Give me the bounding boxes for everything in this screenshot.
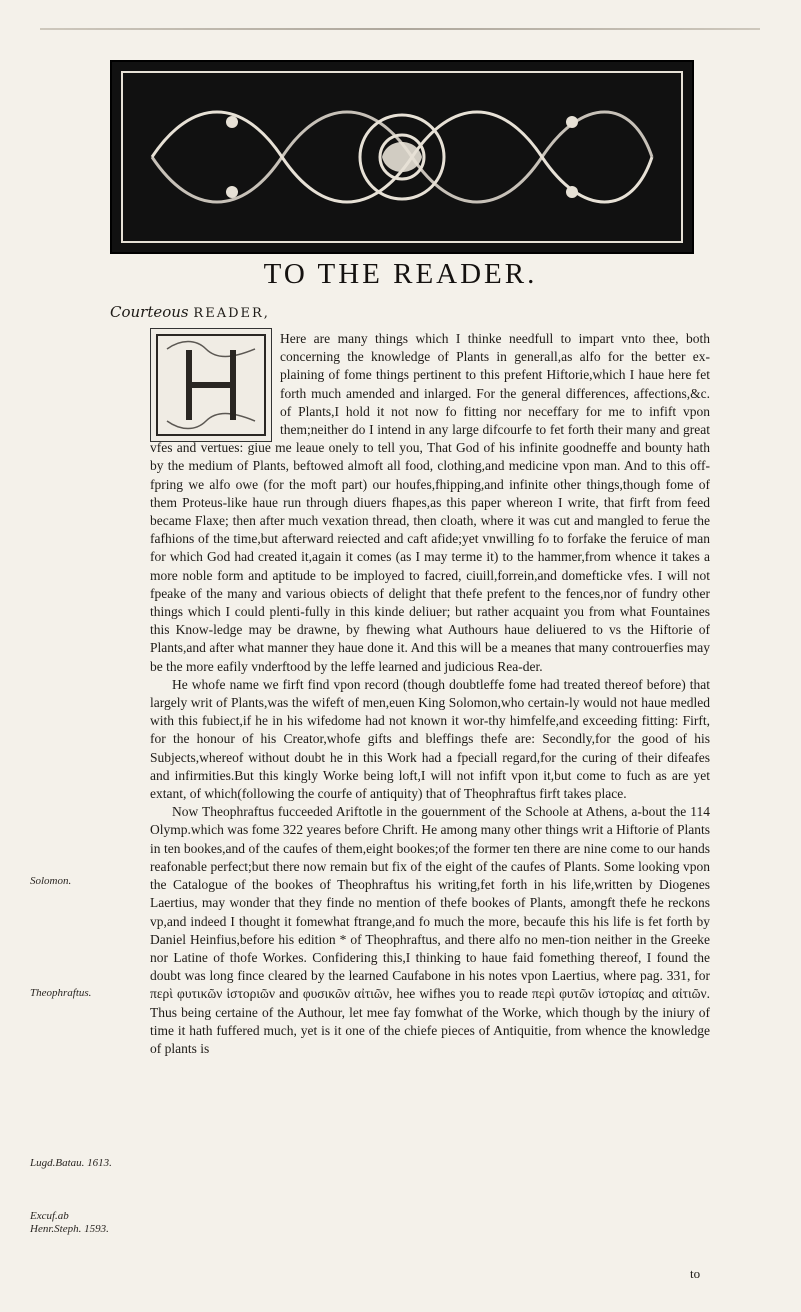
margin-note-theophrastus: Theophraftus. <box>30 987 92 999</box>
paragraph-1: Here are many things which I thinke needfull to impart vnto thee, both concerning the knowledge of Plants in generall,as alfo for the better ex-plaining of fome things pertinent to this prefent Hiftorie,which I haue here fet forth much amended and inlarged. For the general differences, affections,&c. of Plants,I hold it not now fo fitting nor neceffary for me to infift vpon them;neither do I intend in any large difcourfe to fet forth their many and great vfes and vertues: giue me leaue onely to tell you, That God of his infinite goodneffe and bounty hath by the medium of Plants, beftowed almoft all food, clothing,and medicine vpon man. And to this off-fpring we alfo owe (for the moft part) our houfes,fhipping,and infinite other things,though fome of them Proteus-like haue run through diuers fhapes,as this paper whereon I write, that firft from feed became Flaxe; then after much vexation thread, then cloath, where it was cut and mangled to ferue the fafhions of the time,but afterward reiected and caft afide;yet vnwilling fo to forfake the feruice of man for which God had created it,again it comes (as I may terme it) to the hammer,from whence it takes a more noble form and aptitude to be imployed to facred, ciuill,forrein,and domefticke vfes. I will not fpeake of the many and various obiects of delight that thefe prefent to the fences,nor of fundry other things which I could plenti-fully in this kinde deliuer; but rather acquaint you from what Fountaines this Know-ledge may be drawne, by fhewing what Authours haue deliuered to vs the Hiftorie of Plants,and after what manner they haue done it. And this will be a meanes that many controuerfies may be the more eafily vnderftood by the leffe learned and judicious Rea-der. <box>150 331 710 674</box>
ornamental-headpiece <box>110 60 694 254</box>
paragraph-2: He whofe name we firft find vpon record (though doubtleffe fome had treated thereof before) that largely writ of Plants,was the wifeft of men,euen King Solomon,who certain-ly would not haue medled with this fubiect,if he in his wifedome had not known it wor-thy himfelfe,and exceeding fitting: Firft, for the honour of his Creator,whofe gifts and bleffings thefe are: Secondly,for the good of his Subjects,whereof without doubt he in this Work had a fpeciall regard,for the curing of their difeafes and infirmities.But this kingly Worke being loft,I will not infift vpon it,but come to fuch as are yet extant, of which(following the courfe of antiquity) that of Theophraftus firft takes place. <box>150 676 710 802</box>
page-title: TO THE READER. <box>263 258 538 290</box>
margin-note-excuf: Excuf.ab Henr.Steph. 1593. <box>30 1210 109 1235</box>
margin-note-lugd: Lugd.Batau. 1613. <box>30 1157 112 1169</box>
salutation-word: Courteous <box>110 303 189 321</box>
catchword: to <box>690 1266 701 1281</box>
body-text <box>150 330 710 1058</box>
salutation-caps: READER, <box>193 306 270 321</box>
headpiece-ornament-icon <box>112 62 692 252</box>
paragraph-3: Now Theophraftus fucceeded Ariftotle in the gouernment of the Schoole at Athens, a-bout the 114 Olymp.which was fome 322 yeares before Chrift. He among many other things writ a Hiftorie of Plants in ten bookes,and of the caufes of them,eight bookes;of the former ten there are nine come to our hands reafonable perfect;but there now remain but fix of the eight of the caufes of Plants. Some looking vpon the Catalogue of the bookes of Theophraftus his writing,fet forth in his life,written by Diogenes Laertius, may wonder that they finde no mention of thefe bookes of Plants, amongft thefe he reckons vp,and indeed I thought it fomewhat ftrange,and fo much the more, becaufe this his life is fet forth by Daniel Heinfius,before his edition * of Theophraftus, and there alfo no men-tion neither in the Greeke nor Latine of thofe Workes. Confidering this,I thinking to haue faid fomething thereof, I found the doubt was long fince cleared by the learned Caufabone in his notes vpon Laertius, where pag. 331, for περὶ φυτικῶν ἱστοριῶν and φυσικῶν αἰτιῶν, hee wifhes you to reade περὶ φυτῶν ἱστορίας and αἰτιῶν. Thus being certaine of the Authour, let mee fay fomwhat of the Worke, which though by the iniury of time it hath fuffered much, yet is it one of the chiefe pieces of Antiquitie, from whence the knowledge of plants is <box>150 804 710 1056</box>
salutation <box>110 303 270 321</box>
top-rule <box>40 28 760 30</box>
margin-note-solomon: Solomon. <box>30 875 72 887</box>
